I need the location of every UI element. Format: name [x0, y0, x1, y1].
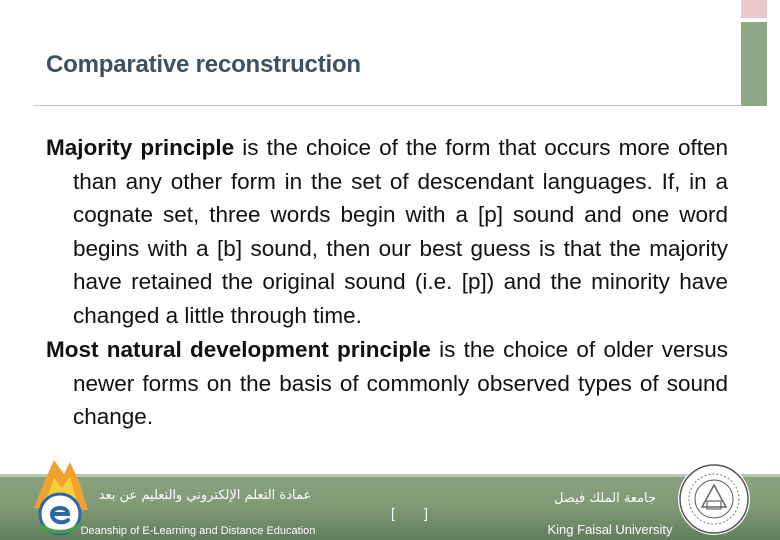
slide-body: [46, 131, 728, 435]
university-name-english: King Faisal University: [547, 522, 673, 537]
definition-natural-development-principle: is the choice of older versus newer forms on the basis of commonly observed types of sound change.: [73, 337, 728, 429]
slide-title: Comparative reconstruction: [46, 51, 361, 78]
title-divider: [33, 105, 741, 106]
deanship-name-english: Deanship of E-Learning and Distance Education: [80, 525, 316, 537]
page-bracket-open: [: [391, 505, 395, 521]
accent-bar-green: [741, 22, 767, 106]
definition-majority-principle: is the choice of the form that occurs more often than any other form in the set of descendant languages. If, in a cognate set, three words begin with a [p] sound and one word begins with a [b] sound, then our best guess is that the majority have retained the original sound (i.e. [p]) and the minority have changed a little through time.: [73, 135, 728, 328]
university-name-arabic: جامعة الملك فيصل: [553, 491, 657, 506]
university-seal-icon: [676, 461, 752, 537]
footer-bar: [0, 474, 780, 540]
accent-bar-pink: [741, 0, 767, 18]
paragraph-natural-development-principle: [46, 333, 728, 434]
deanship-name-arabic: عمادة التعلم الإلكتروني والتعليم عن بعد: [98, 488, 312, 503]
paragraph-majority-principle: [46, 131, 728, 332]
elearning-e-logo-icon: [24, 448, 96, 536]
term-natural-development-principle: Most natural development principle: [46, 337, 431, 362]
page-bracket-close: ]: [424, 505, 428, 521]
term-majority-principle: Majority principle: [46, 135, 235, 160]
